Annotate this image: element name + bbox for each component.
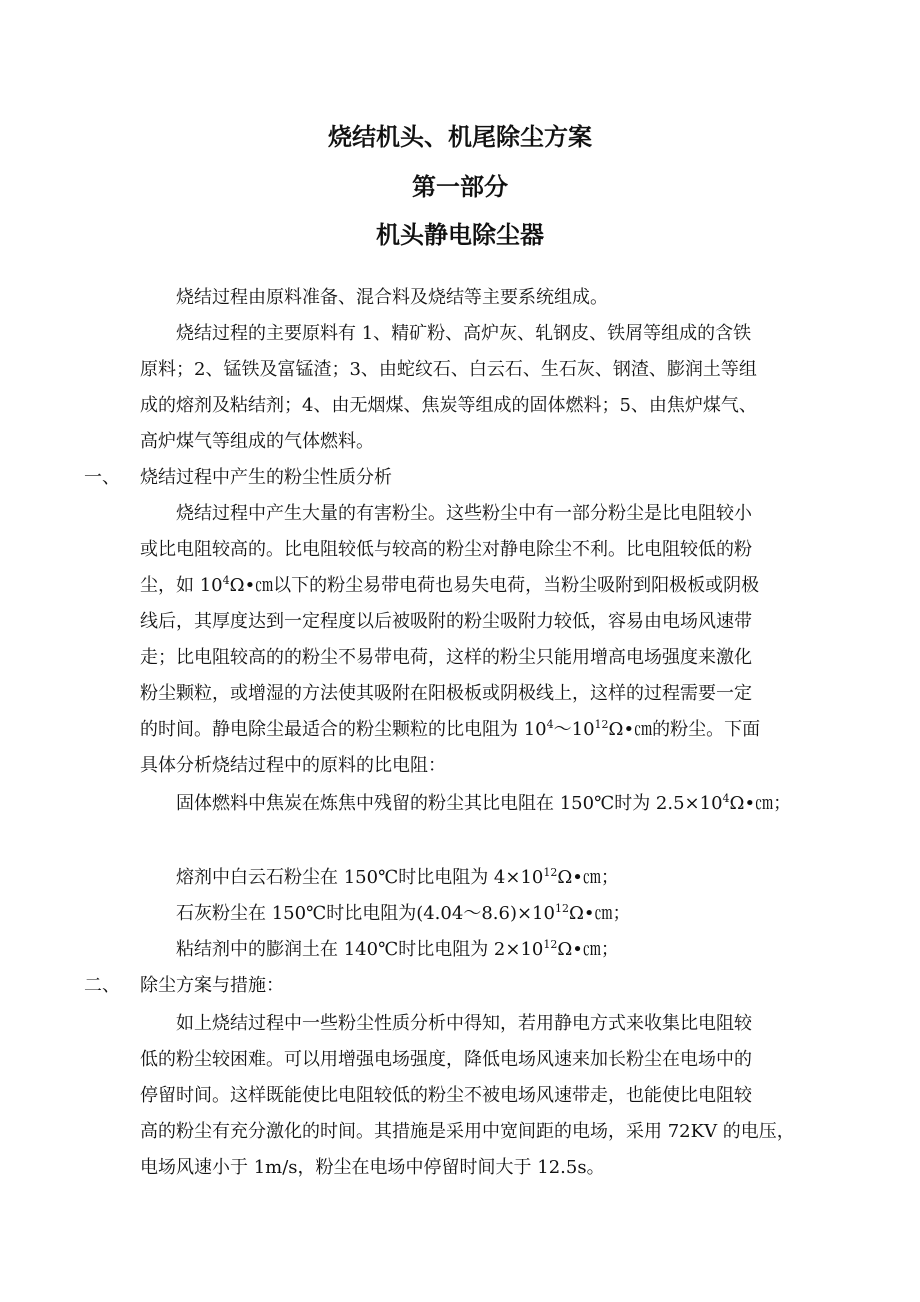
section-1-line: 走；比电阻较高的的粉尘不易带电荷，这样的粉尘只能用增高电场强度来激化 [140, 647, 752, 668]
section-1-line: 或比电阻较高的。比电阻较低与较高的粉尘对静电除尘不利。比电阻较低的粉 [140, 539, 752, 560]
document-title: 烧结机头、机尾除尘方案 [328, 123, 592, 151]
intro-paragraph-1: 烧结过程由原料准备、混合料及烧结等主要系统组成。 [176, 287, 608, 308]
section-1-line: 具体分析烧结过程中的原料的比电阻： [140, 755, 446, 776]
section-2-line: 如上烧结过程中一些粉尘性质分析中得知，若用静电方式来收集比电阻较 [176, 1013, 752, 1034]
intro-line: 烧结过程的主要原料有 1、精矿粉、高炉灰、轧钢皮、铁屑等组成的含铁 [176, 323, 752, 344]
section-1-line: 粉尘颗粒，或增湿的方法使其吸附在阳极板或阴极线上，这样的过程需要一定 [140, 683, 752, 704]
section-1-line: 的时间。静电除尘最适合的粉尘颗粒的比电阻为 $10^4\sim 10^{12}\Omega•㎝$的粉尘。下面 [140, 718, 761, 740]
intro-line: 原料；2、锰铁及富锰渣；3、由蛇纹石、白云石、生石灰、钢渣、膨润土等组 [140, 359, 757, 380]
section-2-line: 停留时间。这样既能使比电阻较低的粉尘不被电场风速带走，也能使比电阻较 [140, 1085, 752, 1106]
part-heading: 第一部分 [412, 173, 508, 201]
document-subtitle: 机头静电除尘器 [376, 221, 544, 249]
section-2-heading: 除尘方案与措施： [140, 975, 284, 996]
resistivity-fuel: 固体燃料中焦炭在炼焦中残留的粉尘其比电阻在 150℃时为 $2.5\times 10^4\Omega•㎝$； [176, 792, 792, 814]
resistivity-lime: 石灰粉尘在 150℃时比电阻为$(4.04\sim 8.6)\times 10^{12}\Omega•㎝$； [176, 902, 631, 924]
resistivity-binder: 粘结剂中的膨润土在 140℃时比电阻为 $2\times 10^{12}\Omega•㎝$； [176, 938, 619, 960]
section-1-line: 烧结过程中产生大量的有害粉尘。这些粉尘中有一部分粉尘是比电阻较小 [176, 503, 752, 524]
intro-line: 高炉煤气等组成的气体燃料。 [140, 431, 374, 452]
section-1-line: 尘，如 $10^4\Omega•㎝$以下的粉尘易带电荷也易失电荷，当粉尘吸附到阳极板或阴极 [140, 574, 760, 596]
section-1-line: 线后，其厚度达到一定程度以后被吸附的粉尘吸附力较低，容易由电场风速带 [140, 611, 752, 632]
section-2-line: 电场风速小于 1m/s，粉尘在电场中停留时间大于 12.5s。 [140, 1157, 605, 1178]
resistivity-flux: 熔剂中白云石粉尘在 150℃时比电阻为 $4\times 10^{12}\Omega•㎝$； [176, 866, 619, 888]
section-2-line: 高的粉尘有充分激化的时间。其措施是采用中宽间距的电场，采用 72KV 的电压， [140, 1121, 795, 1142]
section-1-number: 一、 [84, 467, 120, 488]
section-2-number: 二、 [84, 975, 120, 996]
section-2-line: 低的粉尘较困难。可以用增强电场强度，降低电场风速来加长粉尘在电场中的 [140, 1049, 752, 1070]
section-1-heading: 烧结过程中产生的粉尘性质分析 [140, 467, 392, 488]
intro-line: 成的熔剂及粘结剂；4、由无烟煤、焦炭等组成的固体燃料；5、由焦炉煤气、 [140, 395, 757, 416]
